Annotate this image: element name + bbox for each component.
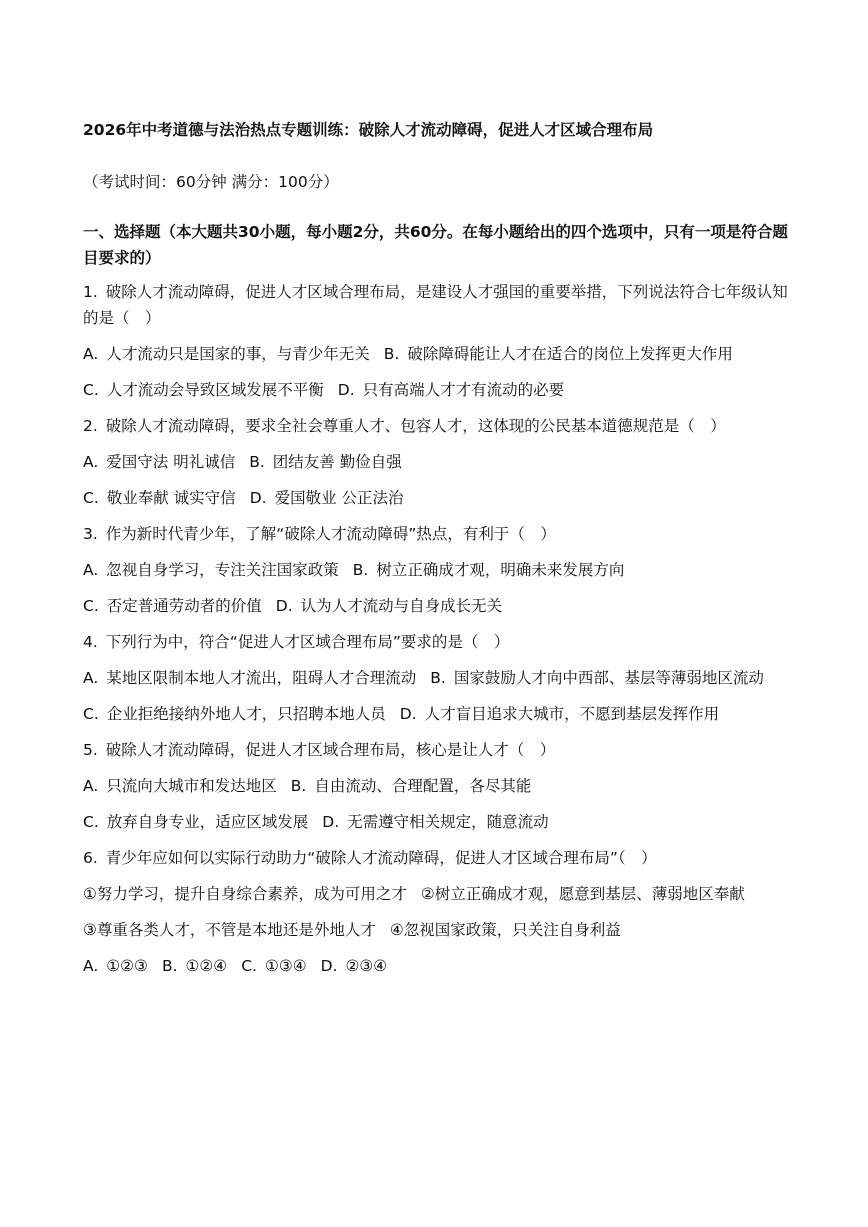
option-text: 人才盲目追求大城市，不愿到基层发挥作用	[424, 705, 720, 723]
answer-option	[83, 885, 407, 903]
answer-option	[83, 597, 262, 615]
question-stem-text: 下列行为中，符合“促进人才区域合理布局”要求的是（ ）	[105, 633, 510, 651]
option-line	[83, 557, 788, 583]
option-letter: A.	[83, 669, 99, 687]
option-text: 团结友善 勤俭自强	[272, 453, 402, 471]
question-number: 6.	[83, 849, 98, 867]
answer-option	[241, 957, 306, 975]
option-letter: D.	[337, 381, 355, 399]
option-text: 某地区限制本地人才流出，阻碍人才合理流动	[106, 669, 417, 687]
answer-option	[249, 453, 402, 471]
option-letter: A.	[83, 561, 99, 579]
answer-option	[338, 381, 564, 399]
option-text: 忽视自身学习，专注关注国家政策	[106, 561, 339, 579]
option-text: 破除障碍能让人才在适合的岗位上发挥更大作用	[407, 345, 733, 363]
option-text: 爱国守法 明礼诚信	[106, 453, 236, 471]
question-1	[83, 279, 788, 403]
option-line	[83, 485, 788, 511]
option-text: ③尊重各类人才，不管是本地还是外地人才	[83, 921, 376, 939]
option-letter: B.	[430, 669, 446, 687]
option-letter: A.	[83, 957, 99, 975]
option-text: ①努力学习，提升自身综合素养，成为可用之才	[83, 885, 407, 903]
question-3	[83, 521, 788, 619]
option-letter: B.	[161, 957, 178, 975]
answer-option	[322, 813, 548, 831]
question-number: 1.	[83, 283, 98, 301]
option-text: 人才流动只是国家的事，与青少年无关	[106, 345, 370, 363]
option-text: 自由流动、合理配置，各尽其能	[314, 777, 532, 795]
question-stem-text: 破除人才流动障碍，促进人才区域合理布局，核心是让人才（ ）	[105, 741, 556, 759]
answer-option	[291, 777, 532, 795]
option-line	[83, 377, 788, 403]
question-stem-text: 破除人才流动障碍，促进人才区域合理布局，是建设人才强国的重要举措，下列说法符合七年级认知的是（ ）	[83, 283, 788, 327]
option-text: 企业拒绝接纳外地人才，只招聘本地人员	[106, 705, 386, 723]
option-line	[83, 593, 788, 619]
option-line	[83, 449, 788, 475]
option-text: 否定普通劳动者的价值	[106, 597, 262, 615]
option-text: 只有高端人才才有流动的必要	[362, 381, 565, 399]
option-letter: C.	[241, 957, 257, 975]
option-letter: C.	[83, 705, 99, 723]
option-letter: A.	[83, 453, 99, 471]
answer-option	[83, 561, 339, 579]
option-text: ①②④	[185, 957, 228, 975]
option-letter: B.	[352, 561, 369, 579]
option-letter: A.	[83, 777, 99, 795]
answer-option	[276, 597, 502, 615]
answer-option	[384, 345, 733, 363]
option-text: 敬业奉献 诚实守信	[106, 489, 236, 507]
option-letter: C.	[83, 813, 99, 831]
option-letter: A.	[83, 345, 99, 363]
question-2	[83, 413, 788, 511]
question-stem	[83, 845, 788, 871]
question-stem	[83, 629, 788, 655]
section-heading: 一、选择题（本大题共30小题，每小题2分，共60分。在每小题给出的四个选项中，只有一项是符合题目要求的）	[83, 223, 788, 267]
option-letter: D.	[399, 705, 417, 723]
answer-option	[400, 705, 719, 723]
option-line	[83, 701, 788, 727]
question-stem	[83, 413, 788, 439]
answer-option	[83, 957, 148, 975]
question-5	[83, 737, 788, 835]
exam-info: （考试时间：60分钟 满分：100分）	[83, 173, 339, 191]
question-stem	[83, 737, 788, 763]
option-line	[83, 917, 788, 943]
option-text: ②③④	[345, 957, 388, 975]
option-letter: D.	[320, 957, 338, 975]
option-text: 树立正确成才观，明确未来发展方向	[376, 561, 625, 579]
option-text: 爱国敬业 公正法治	[274, 489, 404, 507]
question-4	[83, 629, 788, 727]
answer-option	[83, 345, 370, 363]
question-number: 2.	[83, 417, 98, 435]
option-line	[83, 665, 788, 691]
question-6	[83, 845, 788, 979]
document-title: 2026年中考道德与法治热点专题训练：破除人才流动障碍，促进人才区域合理布局	[83, 121, 654, 139]
option-letter: C.	[83, 489, 99, 507]
answer-option	[83, 453, 235, 471]
answer-option	[162, 957, 227, 975]
answer-option	[83, 381, 324, 399]
answer-option	[430, 669, 764, 687]
question-number: 5.	[83, 741, 98, 759]
option-letter: B.	[249, 453, 265, 471]
option-text: 人才流动会导致区域发展不平衡	[106, 381, 324, 399]
answer-option	[353, 561, 625, 579]
answer-option	[321, 957, 388, 975]
question-number: 4.	[83, 633, 98, 651]
option-letter: D.	[275, 597, 293, 615]
answer-option	[250, 489, 404, 507]
option-line	[83, 341, 788, 367]
answer-option	[83, 921, 376, 939]
option-text: 认为人才流动与自身成长无关	[300, 597, 503, 615]
option-line	[83, 773, 788, 799]
question-stem-text: 青少年应如何以实际行动助力“破除人才流动障碍，促进人才区域合理布局”（ ）	[105, 849, 657, 867]
option-letter: B.	[383, 345, 400, 363]
option-letter: B.	[290, 777, 307, 795]
question-stem-text: 破除人才流动障碍，要求全社会尊重人才、包容人才，这体现的公民基本道德规范是（ ）	[105, 417, 726, 435]
option-text: 只流向大城市和发达地区	[106, 777, 277, 795]
option-letter: D.	[249, 489, 267, 507]
option-text: ①②③	[106, 957, 148, 975]
option-line	[83, 809, 788, 835]
answer-option	[421, 885, 745, 903]
option-letter: C.	[83, 597, 99, 615]
question-stem-text: 作为新时代青少年，了解“破除人才流动障碍”热点，有利于（ ）	[105, 525, 556, 543]
option-text: 国家鼓励人才向中西部、基层等薄弱地区流动	[453, 669, 764, 687]
answer-option	[83, 669, 416, 687]
option-text: ④忽视国家政策，只关注自身利益	[389, 921, 621, 939]
question-stem	[83, 521, 788, 547]
option-line	[83, 953, 788, 979]
question-number: 3.	[83, 525, 98, 543]
option-text: ②树立正确成才观，愿意到基层、薄弱地区奉献	[420, 885, 745, 903]
option-text: ①③④	[264, 957, 307, 975]
option-text: 无需遵守相关规定，随意流动	[347, 813, 549, 831]
option-text: 放弃自身专业，适应区域发展	[106, 813, 309, 831]
question-stem	[83, 279, 788, 331]
document-content	[83, 118, 788, 989]
answer-option	[83, 705, 386, 723]
question-list	[83, 279, 788, 979]
answer-option	[83, 777, 277, 795]
option-letter: C.	[83, 381, 99, 399]
answer-option	[83, 489, 236, 507]
option-line	[83, 881, 788, 907]
answer-option	[390, 921, 621, 939]
option-letter: D.	[322, 813, 340, 831]
answer-option	[83, 813, 308, 831]
